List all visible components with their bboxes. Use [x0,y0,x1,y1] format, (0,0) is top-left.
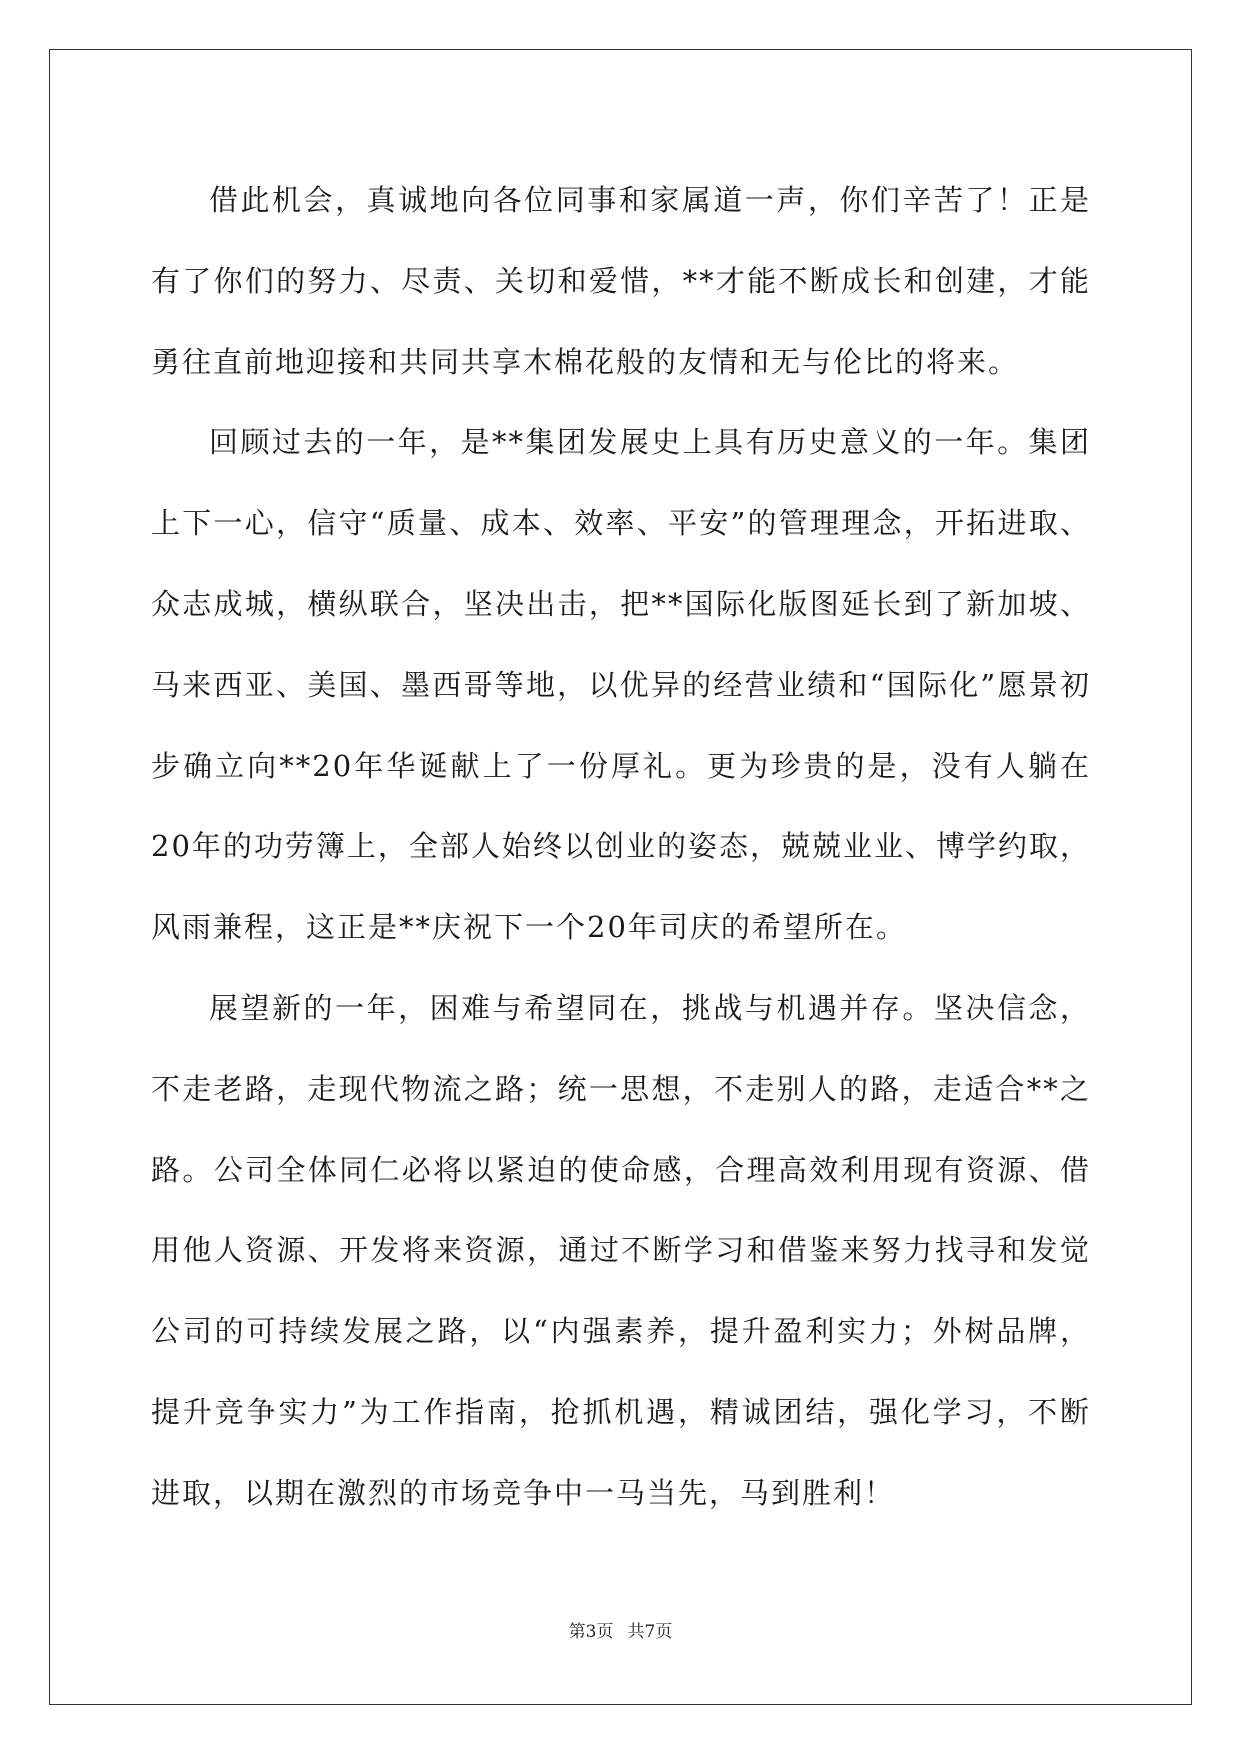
page-footer [0,1617,1241,1642]
paragraph-2: 回顾过去的一年，是**集团发展史上具有历史意义的一年。集团上下一心，信守“质量、成本、效率、平安”的管理理念，开拓进取、众志成城，横纵联合，坚决出击，把**国际化版图延长到了新加坡、马来西亚、美国、墨西哥等地，以优异的经营业绩和“国际化”愿景初步确立向**20年华诞献上了一份厚礼。更为珍贵的是，没有人躺在20年的功劳簿上，全部人始终以创业的姿态，兢兢业业、博学约取，风雨兼程，这正是**庆祝下一个20年司庆的希望所在。 [151,425,1091,945]
paragraph-1: 借此机会，真诚地向各位同事和家属道一声，你们辛苦了！正是有了你们的努力、尽责、关切和爱惜，**才能不断成长和创建，才能勇往直前地迎接和共同共享木棉花般的友情和无与伦比的将来。 [151,183,1091,379]
paragraph-3: 展望新的一年，困难与希望同在，挑战与机遇并存。坚决信念，不走老路，走现代物流之路；统一思想，不走别人的路，走适合**之路。公司全体同仁必将以紧迫的使命感，合理高效利用现有资源、借用他人资源、开发将来资源，通过不断学习和借鉴来努力找寻和发觉公司的可持续发展之路，以“内强素养，提升盈利实力；外树品牌，提升竞争实力”为工作指南，抢抓机遇，精诚团结，强化学习，不断进取，以期在激烈的市场竞争中一马当先，马到胜利！ [151,990,1091,1510]
page-number-total: 共7页 [627,1622,673,1642]
page-number-current: 第3页 [568,1622,614,1642]
document-body [151,160,1091,1534]
